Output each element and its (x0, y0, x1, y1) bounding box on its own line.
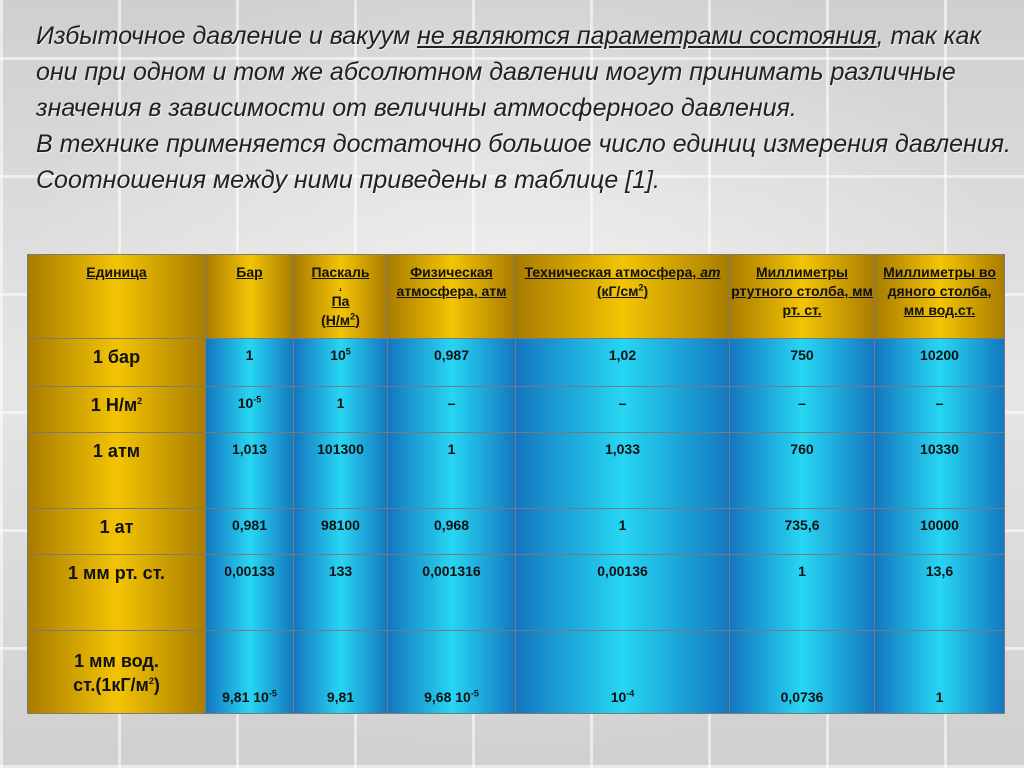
cell-value: 1 Н/м (90, 395, 138, 415)
header-tech-atm (516, 255, 730, 339)
cell-at: 1,02 (516, 339, 730, 387)
cell-mmwater: 13,6 (875, 555, 1005, 631)
header-bar: Бар (206, 255, 294, 339)
header-pascal-abbr: Па (331, 293, 350, 309)
intro-text (36, 18, 1016, 198)
superscript: 2 (137, 396, 143, 406)
cell-atm: 1 (388, 433, 516, 509)
cell-at: 1,033 (516, 433, 730, 509)
cell-value: 10 (237, 395, 254, 411)
row-unit-cell: 1 бар (28, 339, 206, 387)
cell-mmhg: 735,6 (730, 509, 875, 555)
header-tech-atm-close: ) (643, 283, 649, 299)
cell-value: ст.(1кГ/м (73, 675, 149, 695)
header-pascal (294, 255, 388, 339)
cell-mmhg: 750 (730, 339, 875, 387)
cell-atm (388, 631, 516, 714)
cell-pa: 98100 (294, 509, 388, 555)
cell-value: 9,68 10 (424, 689, 471, 705)
table-header-row (28, 255, 1005, 339)
superscript: 2 (350, 311, 356, 322)
cell-mmhg: 760 (730, 433, 875, 509)
row-unit-cell: 1 атм (28, 433, 206, 509)
table-row (28, 339, 1005, 387)
cell-pa: 9,81 (294, 631, 388, 714)
intro-underlined-phrase: не являются параметрами состояния (417, 22, 877, 50)
cell-mmwater: 10000 (875, 509, 1005, 555)
cell-bar: 0,981 (206, 509, 294, 555)
row-unit-cell: 1 мм рт. ст. (28, 555, 206, 631)
cell-at: 0,00136 (516, 555, 730, 631)
superscript: 5 (345, 346, 351, 357)
row-unit-cell (28, 631, 206, 714)
header-pascal-close: ) (355, 312, 360, 328)
cell-bar: 1 (206, 339, 294, 387)
cell-value: 1 мм вод. (74, 651, 159, 671)
header-pascal-label: Паскаль (311, 264, 370, 280)
superscript: -5 (268, 688, 277, 699)
cell-at: 1 (516, 509, 730, 555)
header-mm-water: Миллиметры водяного столба, мм вод.ст. (875, 255, 1005, 339)
cell-bar: 0,00133 (206, 555, 294, 631)
row-unit-cell (28, 387, 206, 433)
superscript: -5 (470, 688, 479, 699)
header-pascal-unit: (Н/м (321, 312, 351, 328)
cell-at (516, 631, 730, 714)
header-phys-atm: Физическая атмосфера, атм (388, 255, 516, 339)
intro-text-part: Избыточное давление и вакуум (36, 22, 418, 50)
cell-value: 9,81 10 (222, 689, 269, 705)
table-row (28, 509, 1005, 555)
superscript: -4 (626, 688, 635, 699)
superscript: 2 (638, 282, 644, 293)
cell-value: 10 (610, 689, 627, 705)
cell-pa: 133 (294, 555, 388, 631)
cell-mmwater: 10330 (875, 433, 1005, 509)
header-mm-hg: Миллиметры ртутного столба, мм рт. ст. (730, 255, 875, 339)
cell-at: – (516, 387, 730, 433)
cell-bar (206, 631, 294, 714)
cell-mmhg: 1 (730, 555, 875, 631)
cell-mmwater: – (875, 387, 1005, 433)
cell-atm: 0,968 (388, 509, 516, 555)
table-row (28, 631, 1005, 714)
header-tech-atm-label: Техническая атмосфера, (524, 264, 701, 280)
header-unit: Единица (28, 255, 206, 339)
row-unit-cell: 1 ат (28, 509, 206, 555)
cell-mmhg: – (730, 387, 875, 433)
intro-paragraph-1 (36, 18, 1016, 126)
cell-bar (206, 387, 294, 433)
superscript: 2 (148, 676, 154, 686)
pressure-units-table (27, 254, 1005, 714)
cell-pa: 1 (294, 387, 388, 433)
cell-value: 10 (330, 347, 346, 363)
table-row (28, 555, 1005, 631)
cell-atm: 0,001316 (388, 555, 516, 631)
table-row (28, 433, 1005, 509)
cell-value: ) (153, 675, 160, 695)
header-pascal-dot: , (339, 284, 342, 291)
cell-pa: 101300 (294, 433, 388, 509)
intro-paragraph-2: В технике применяется достаточно большое число единиц измерения давления. Соотношения между ними приведены в таблице [1]. (36, 130, 1011, 194)
cell-mmwater: 1 (875, 631, 1005, 714)
header-tech-atm-abbr: ат (700, 264, 721, 280)
cell-mmhg: 0,0736 (730, 631, 875, 714)
intro-text-part: , так как они при одном и том же абсолютном давлении могут принимать различные значения в зависимости от величины атмосферного давления. (36, 22, 982, 122)
cell-pa (294, 339, 388, 387)
table-row (28, 387, 1005, 433)
cell-bar: 1,013 (206, 433, 294, 509)
cell-atm: – (388, 387, 516, 433)
header-tech-atm-unit: (кГ/см (596, 283, 639, 299)
cell-mmwater: 10200 (875, 339, 1005, 387)
superscript: -5 (253, 394, 262, 405)
cell-atm: 0,987 (388, 339, 516, 387)
